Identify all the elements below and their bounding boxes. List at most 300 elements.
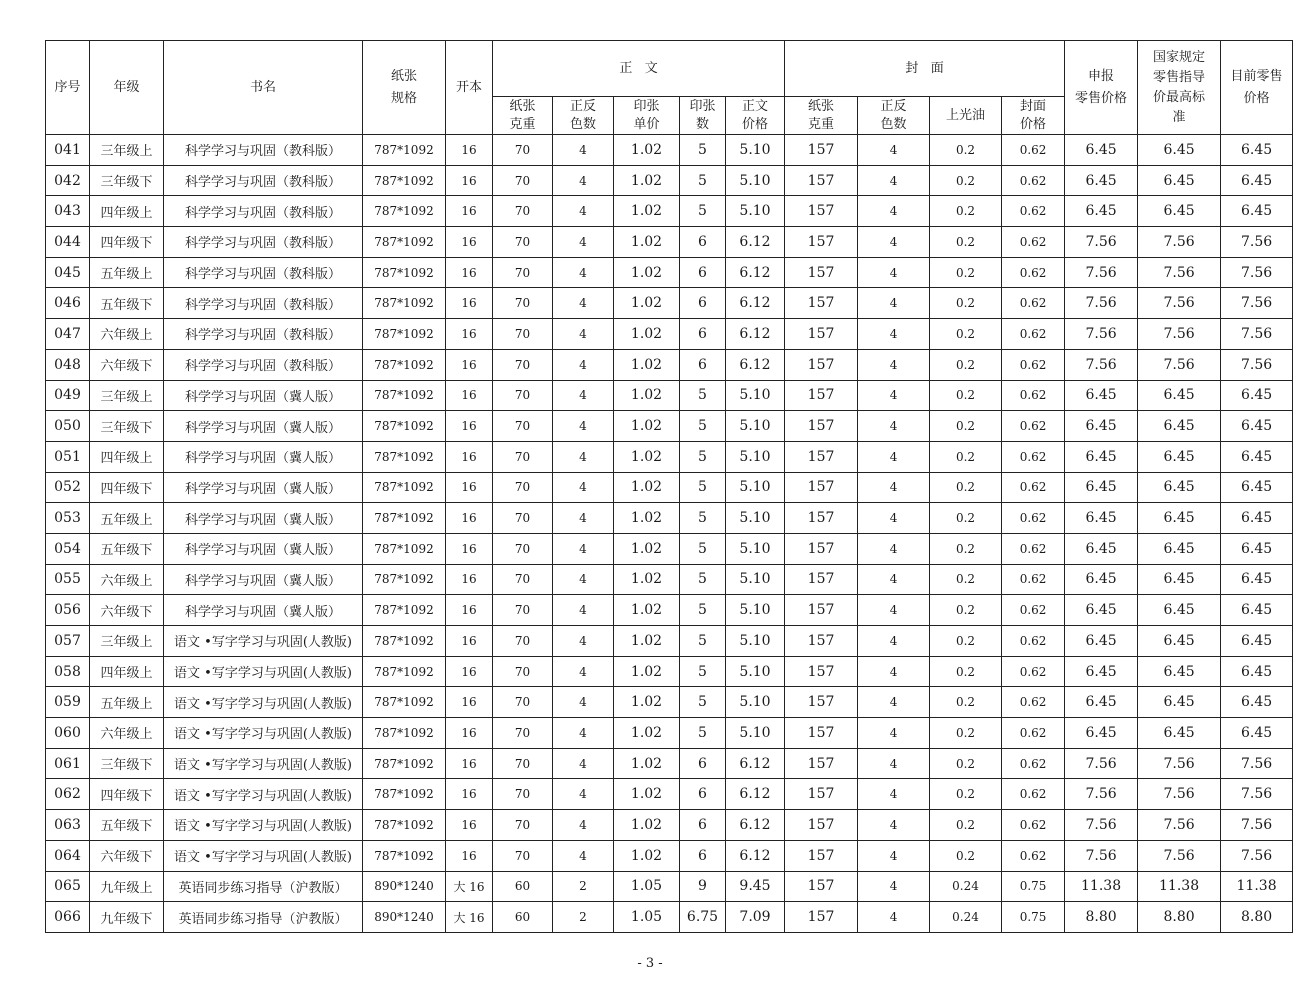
cell-book-title: 科学学习与巩固（教科版） <box>164 165 363 196</box>
cell-cover-paper-weight: 157 <box>785 503 858 534</box>
cell-grade: 六年级上 <box>90 718 164 749</box>
cell-national-max-price: 7.56 <box>1138 840 1221 871</box>
cell-declared-price: 6.45 <box>1065 718 1138 749</box>
cell-current-price: 6.45 <box>1221 472 1293 503</box>
cell-cover-colors: 4 <box>858 810 930 841</box>
cell-cover-price: 0.75 <box>1002 871 1065 902</box>
cell-cover-paper-weight: 157 <box>785 441 858 472</box>
cell-body-price: 6.12 <box>726 288 785 319</box>
cell-body-price: 6.12 <box>726 349 785 380</box>
cell-body-sheets: 5 <box>680 718 726 749</box>
cell-body-colors: 4 <box>553 564 614 595</box>
cell-declared-price: 6.45 <box>1065 503 1138 534</box>
cell-body-sheets: 6 <box>680 840 726 871</box>
cell-seq: 057 <box>46 626 90 657</box>
cell-paper-spec: 787*1092 <box>363 533 446 564</box>
cell-paper-spec: 787*1092 <box>363 472 446 503</box>
cell-cover-price: 0.62 <box>1002 349 1065 380</box>
cell-cover-price: 0.75 <box>1002 902 1065 933</box>
cell-seq: 050 <box>46 411 90 442</box>
cell-body-sheet-price: 1.02 <box>614 564 680 595</box>
cell-body-sheet-price: 1.02 <box>614 840 680 871</box>
cell-grade: 五年级上 <box>90 503 164 534</box>
header-national-max: 国家规定 零售指导 价最高标 准 <box>1138 41 1221 135</box>
cell-cover-price: 0.62 <box>1002 319 1065 350</box>
cell-declared-price: 7.56 <box>1065 349 1138 380</box>
cell-body-sheet-price: 1.02 <box>614 472 680 503</box>
cell-seq: 060 <box>46 718 90 749</box>
cell-grade: 三年级下 <box>90 748 164 779</box>
cell-national-max-price: 7.56 <box>1138 810 1221 841</box>
cell-book-title: 科学学习与巩固（冀人版） <box>164 533 363 564</box>
cell-cover-colors: 4 <box>858 533 930 564</box>
cell-format: 16 <box>446 718 493 749</box>
cell-body-sheets: 5 <box>680 196 726 227</box>
cell-body-paper-weight: 70 <box>493 656 553 687</box>
cell-paper-spec: 787*1092 <box>363 656 446 687</box>
cell-paper-spec: 787*1092 <box>363 380 446 411</box>
cell-body-sheets: 5 <box>680 472 726 503</box>
cell-format: 16 <box>446 533 493 564</box>
cell-body-sheet-price: 1.02 <box>614 135 680 166</box>
cell-paper-spec: 787*1092 <box>363 165 446 196</box>
cell-body-sheets: 5 <box>680 656 726 687</box>
table-row <box>46 472 1293 503</box>
cell-body-sheet-price: 1.02 <box>614 319 680 350</box>
cell-seq: 056 <box>46 595 90 626</box>
cell-body-paper-weight: 70 <box>493 810 553 841</box>
cell-body-sheets: 5 <box>680 411 726 442</box>
cell-grade: 五年级上 <box>90 687 164 718</box>
cell-body-sheets: 6 <box>680 257 726 288</box>
cell-national-max-price: 6.45 <box>1138 165 1221 196</box>
cell-national-max-price: 8.80 <box>1138 902 1221 933</box>
cell-body-colors: 4 <box>553 810 614 841</box>
cell-cover-price: 0.62 <box>1002 533 1065 564</box>
cell-body-sheet-price: 1.02 <box>614 411 680 442</box>
cell-grade: 五年级下 <box>90 533 164 564</box>
cell-body-sheet-price: 1.02 <box>614 196 680 227</box>
cell-book-title: 语文 •写字学习与巩固(人教版) <box>164 779 363 810</box>
cell-cover-colors: 4 <box>858 626 930 657</box>
cell-cover-gloss: 0.2 <box>930 564 1002 595</box>
cell-cover-price: 0.62 <box>1002 748 1065 779</box>
table-row <box>46 288 1293 319</box>
cell-paper-spec: 787*1092 <box>363 810 446 841</box>
cell-cover-price: 0.62 <box>1002 626 1065 657</box>
cell-format: 16 <box>446 380 493 411</box>
cell-paper-spec: 787*1092 <box>363 319 446 350</box>
cell-body-paper-weight: 70 <box>493 748 553 779</box>
cell-cover-gloss: 0.2 <box>930 411 1002 442</box>
cell-book-title: 语文 •写字学习与巩固(人教版) <box>164 626 363 657</box>
cell-cover-gloss: 0.2 <box>930 472 1002 503</box>
header-cover-price: 封面 价格 <box>1002 97 1065 135</box>
cell-paper-spec: 787*1092 <box>363 135 446 166</box>
cell-current-price: 7.56 <box>1221 319 1293 350</box>
cell-current-price: 6.45 <box>1221 595 1293 626</box>
cell-cover-gloss: 0.2 <box>930 165 1002 196</box>
cell-format: 16 <box>446 810 493 841</box>
header-cover-colors: 正反 色数 <box>858 97 930 135</box>
cell-body-sheet-price: 1.02 <box>614 533 680 564</box>
table-row <box>46 595 1293 626</box>
table-body <box>46 135 1293 933</box>
cell-cover-price: 0.62 <box>1002 779 1065 810</box>
cell-body-paper-weight: 70 <box>493 135 553 166</box>
cell-body-colors: 4 <box>553 472 614 503</box>
cell-seq: 044 <box>46 227 90 258</box>
cell-grade: 四年级下 <box>90 472 164 503</box>
cell-cover-colors: 4 <box>858 472 930 503</box>
cell-cover-colors: 4 <box>858 656 930 687</box>
cell-national-max-price: 7.56 <box>1138 257 1221 288</box>
cell-grade: 四年级上 <box>90 441 164 472</box>
cell-paper-spec: 787*1092 <box>363 227 446 258</box>
cell-declared-price: 7.56 <box>1065 840 1138 871</box>
cell-seq: 063 <box>46 810 90 841</box>
header-cover-paper-weight: 纸张 克重 <box>785 97 858 135</box>
cell-paper-spec: 787*1092 <box>363 349 446 380</box>
table-row <box>46 564 1293 595</box>
cell-body-sheet-price: 1.02 <box>614 748 680 779</box>
cell-cover-paper-weight: 157 <box>785 595 858 626</box>
cell-paper-spec: 787*1092 <box>363 779 446 810</box>
cell-body-sheets: 5 <box>680 135 726 166</box>
cell-cover-gloss: 0.2 <box>930 503 1002 534</box>
cell-format: 16 <box>446 656 493 687</box>
cell-cover-paper-weight: 157 <box>785 472 858 503</box>
table-row <box>46 319 1293 350</box>
cell-seq: 048 <box>46 349 90 380</box>
cell-body-price: 6.12 <box>726 227 785 258</box>
cell-format: 16 <box>446 441 493 472</box>
table-row <box>46 687 1293 718</box>
cell-body-sheets: 5 <box>680 380 726 411</box>
cell-body-colors: 4 <box>553 380 614 411</box>
cell-cover-price: 0.62 <box>1002 840 1065 871</box>
cell-body-paper-weight: 70 <box>493 533 553 564</box>
cell-cover-colors: 4 <box>858 718 930 749</box>
cell-cover-gloss: 0.2 <box>930 718 1002 749</box>
cell-cover-paper-weight: 157 <box>785 349 858 380</box>
cell-format: 16 <box>446 288 493 319</box>
header-format: 开本 <box>446 41 493 135</box>
cell-format: 16 <box>446 257 493 288</box>
cell-declared-price: 6.45 <box>1065 533 1138 564</box>
cell-grade: 三年级上 <box>90 135 164 166</box>
cell-body-paper-weight: 70 <box>493 840 553 871</box>
cell-body-paper-weight: 70 <box>493 503 553 534</box>
cell-cover-gloss: 0.2 <box>930 319 1002 350</box>
cell-body-sheets: 5 <box>680 595 726 626</box>
cell-body-paper-weight: 70 <box>493 380 553 411</box>
cell-paper-spec: 787*1092 <box>363 503 446 534</box>
table-row <box>46 902 1293 933</box>
table-row <box>46 165 1293 196</box>
table-row <box>46 196 1293 227</box>
cell-body-sheet-price: 1.02 <box>614 503 680 534</box>
cell-body-sheet-price: 1.02 <box>614 626 680 657</box>
cell-body-price: 5.10 <box>726 687 785 718</box>
cell-declared-price: 7.56 <box>1065 748 1138 779</box>
cell-cover-colors: 4 <box>858 564 930 595</box>
cell-declared-price: 6.45 <box>1065 441 1138 472</box>
cell-declared-price: 6.45 <box>1065 411 1138 442</box>
cell-cover-colors: 4 <box>858 135 930 166</box>
cell-grade: 六年级下 <box>90 840 164 871</box>
cell-seq: 052 <box>46 472 90 503</box>
table-row <box>46 871 1293 902</box>
cell-body-price: 9.45 <box>726 871 785 902</box>
cell-body-colors: 4 <box>553 288 614 319</box>
cell-book-title: 科学学习与巩固（教科版） <box>164 349 363 380</box>
cell-declared-price: 6.45 <box>1065 564 1138 595</box>
cell-cover-colors: 4 <box>858 227 930 258</box>
cell-book-title: 英语同步练习指导（沪教版） <box>164 871 363 902</box>
cell-cover-colors: 4 <box>858 196 930 227</box>
cell-cover-colors: 4 <box>858 595 930 626</box>
cell-book-title: 语文 •写字学习与巩固(人教版) <box>164 718 363 749</box>
cell-cover-paper-weight: 157 <box>785 257 858 288</box>
cell-national-max-price: 7.56 <box>1138 288 1221 319</box>
page-number: - 3 - <box>637 956 663 971</box>
cell-body-sheet-price: 1.02 <box>614 227 680 258</box>
table-row <box>46 533 1293 564</box>
cell-body-sheet-price: 1.02 <box>614 718 680 749</box>
cell-format: 16 <box>446 472 493 503</box>
cell-current-price: 6.45 <box>1221 626 1293 657</box>
cell-body-colors: 4 <box>553 840 614 871</box>
cell-grade: 三年级下 <box>90 165 164 196</box>
cell-body-paper-weight: 70 <box>493 411 553 442</box>
cell-cover-gloss: 0.2 <box>930 288 1002 319</box>
cell-body-sheet-price: 1.02 <box>614 810 680 841</box>
cell-cover-paper-weight: 157 <box>785 871 858 902</box>
cell-cover-gloss: 0.2 <box>930 257 1002 288</box>
cell-national-max-price: 11.38 <box>1138 871 1221 902</box>
cell-body-colors: 4 <box>553 656 614 687</box>
cell-book-title: 科学学习与巩固（教科版） <box>164 257 363 288</box>
cell-declared-price: 6.45 <box>1065 135 1138 166</box>
cell-cover-paper-weight: 157 <box>785 165 858 196</box>
cell-declared-price: 6.45 <box>1065 165 1138 196</box>
cell-book-title: 语文 •写字学习与巩固(人教版) <box>164 687 363 718</box>
cell-body-price: 5.10 <box>726 165 785 196</box>
header-declared-price: 申报 零售价格 <box>1065 41 1138 135</box>
cell-cover-paper-weight: 157 <box>785 533 858 564</box>
cell-declared-price: 7.56 <box>1065 810 1138 841</box>
cell-book-title: 语文 •写字学习与巩固(人教版) <box>164 656 363 687</box>
cell-cover-colors: 4 <box>858 257 930 288</box>
cell-paper-spec: 890*1240 <box>363 871 446 902</box>
cell-seq: 046 <box>46 288 90 319</box>
cell-grade: 六年级下 <box>90 349 164 380</box>
cell-grade: 三年级上 <box>90 380 164 411</box>
cell-seq: 061 <box>46 748 90 779</box>
cell-cover-colors: 4 <box>858 380 930 411</box>
cell-current-price: 6.45 <box>1221 656 1293 687</box>
header-body-sheet-price: 印张 单价 <box>614 97 680 135</box>
cell-body-price: 5.10 <box>726 135 785 166</box>
cell-book-title: 语文 •写字学习与巩固(人教版) <box>164 840 363 871</box>
cell-current-price: 6.45 <box>1221 380 1293 411</box>
cell-body-sheet-price: 1.05 <box>614 871 680 902</box>
header-grade: 年级 <box>90 41 164 135</box>
table-row <box>46 718 1293 749</box>
cell-cover-price: 0.62 <box>1002 441 1065 472</box>
header-body-group: 正 文 <box>493 41 785 97</box>
cell-body-colors: 4 <box>553 748 614 779</box>
cell-national-max-price: 6.45 <box>1138 380 1221 411</box>
table-row <box>46 779 1293 810</box>
cell-format: 16 <box>446 595 493 626</box>
cell-national-max-price: 6.45 <box>1138 718 1221 749</box>
cell-current-price: 8.80 <box>1221 902 1293 933</box>
cell-cover-gloss: 0.2 <box>930 687 1002 718</box>
cell-cover-colors: 4 <box>858 165 930 196</box>
cell-body-colors: 2 <box>553 902 614 933</box>
cell-format: 16 <box>446 840 493 871</box>
cell-body-sheet-price: 1.02 <box>614 779 680 810</box>
cell-cover-price: 0.62 <box>1002 257 1065 288</box>
cell-body-paper-weight: 70 <box>493 595 553 626</box>
table-row <box>46 748 1293 779</box>
cell-cover-paper-weight: 157 <box>785 656 858 687</box>
cell-grade: 五年级下 <box>90 288 164 319</box>
cell-seq: 051 <box>46 441 90 472</box>
cell-seq: 043 <box>46 196 90 227</box>
cell-body-price: 6.12 <box>726 840 785 871</box>
cell-body-colors: 4 <box>553 718 614 749</box>
cell-national-max-price: 6.45 <box>1138 656 1221 687</box>
cell-cover-colors: 4 <box>858 748 930 779</box>
cell-seq: 049 <box>46 380 90 411</box>
cell-cover-price: 0.62 <box>1002 656 1065 687</box>
cell-grade: 三年级下 <box>90 411 164 442</box>
cell-cover-paper-weight: 157 <box>785 626 858 657</box>
cell-current-price: 6.45 <box>1221 533 1293 564</box>
cell-format: 16 <box>446 564 493 595</box>
cell-body-paper-weight: 70 <box>493 441 553 472</box>
cell-body-colors: 4 <box>553 196 614 227</box>
cell-body-paper-weight: 70 <box>493 564 553 595</box>
cell-declared-price: 6.45 <box>1065 595 1138 626</box>
cell-book-title: 科学学习与巩固（教科版） <box>164 135 363 166</box>
cell-national-max-price: 7.56 <box>1138 227 1221 258</box>
cell-body-sheets: 6 <box>680 748 726 779</box>
cell-cover-paper-weight: 157 <box>785 810 858 841</box>
cell-cover-gloss: 0.2 <box>930 135 1002 166</box>
cell-body-colors: 4 <box>553 165 614 196</box>
cell-grade: 九年级下 <box>90 902 164 933</box>
cell-national-max-price: 6.45 <box>1138 441 1221 472</box>
cell-cover-paper-weight: 157 <box>785 135 858 166</box>
header-body-sheets: 印张 数 <box>680 97 726 135</box>
cell-body-colors: 4 <box>553 227 614 258</box>
cell-body-colors: 2 <box>553 871 614 902</box>
cell-body-sheet-price: 1.02 <box>614 288 680 319</box>
cell-national-max-price: 6.45 <box>1138 564 1221 595</box>
cell-body-paper-weight: 70 <box>493 626 553 657</box>
cell-book-title: 科学学习与巩固（教科版） <box>164 227 363 258</box>
cell-body-sheets: 5 <box>680 533 726 564</box>
cell-declared-price: 6.45 <box>1065 626 1138 657</box>
cell-current-price: 7.56 <box>1221 840 1293 871</box>
cell-declared-price: 8.80 <box>1065 902 1138 933</box>
cell-format: 16 <box>446 748 493 779</box>
cell-seq: 059 <box>46 687 90 718</box>
header-body-colors: 正反 色数 <box>553 97 614 135</box>
cell-declared-price: 11.38 <box>1065 871 1138 902</box>
cell-current-price: 7.56 <box>1221 257 1293 288</box>
table-row <box>46 411 1293 442</box>
cell-paper-spec: 787*1092 <box>363 288 446 319</box>
cell-book-title: 科学学习与巩固（冀人版） <box>164 441 363 472</box>
cell-body-sheets: 5 <box>680 626 726 657</box>
cell-cover-paper-weight: 157 <box>785 196 858 227</box>
cell-seq: 041 <box>46 135 90 166</box>
cell-body-price: 5.10 <box>726 564 785 595</box>
cell-grade: 四年级下 <box>90 227 164 258</box>
cell-body-colors: 4 <box>553 779 614 810</box>
cell-body-paper-weight: 70 <box>493 472 553 503</box>
table-row <box>46 380 1293 411</box>
cell-cover-gloss: 0.2 <box>930 626 1002 657</box>
cell-body-sheet-price: 1.02 <box>614 380 680 411</box>
cell-body-price: 5.10 <box>726 196 785 227</box>
cell-body-colors: 4 <box>553 349 614 380</box>
cell-format: 大 16 <box>446 902 493 933</box>
cell-national-max-price: 6.45 <box>1138 411 1221 442</box>
cell-cover-price: 0.62 <box>1002 564 1065 595</box>
cell-body-sheets: 5 <box>680 687 726 718</box>
cell-current-price: 7.56 <box>1221 227 1293 258</box>
cell-declared-price: 7.56 <box>1065 227 1138 258</box>
cell-cover-gloss: 0.24 <box>930 902 1002 933</box>
cell-body-sheets: 6 <box>680 319 726 350</box>
cell-seq: 055 <box>46 564 90 595</box>
header-current-price: 目前零售 价格 <box>1221 41 1293 135</box>
cell-national-max-price: 6.45 <box>1138 687 1221 718</box>
cell-cover-price: 0.62 <box>1002 411 1065 442</box>
cell-cover-price: 0.62 <box>1002 380 1065 411</box>
cell-format: 16 <box>446 165 493 196</box>
cell-declared-price: 7.56 <box>1065 288 1138 319</box>
cell-body-sheet-price: 1.05 <box>614 902 680 933</box>
cell-format: 16 <box>446 319 493 350</box>
cell-paper-spec: 787*1092 <box>363 411 446 442</box>
cell-seq: 065 <box>46 871 90 902</box>
cell-format: 16 <box>446 411 493 442</box>
cell-seq: 053 <box>46 503 90 534</box>
cell-body-colors: 4 <box>553 533 614 564</box>
cell-cover-colors: 4 <box>858 349 930 380</box>
cell-body-colors: 4 <box>553 595 614 626</box>
cell-body-price: 6.12 <box>726 319 785 350</box>
cell-cover-colors: 4 <box>858 687 930 718</box>
cell-body-sheet-price: 1.02 <box>614 257 680 288</box>
cell-cover-paper-weight: 157 <box>785 380 858 411</box>
cell-body-paper-weight: 70 <box>493 779 553 810</box>
cell-cover-price: 0.62 <box>1002 718 1065 749</box>
cell-declared-price: 7.56 <box>1065 319 1138 350</box>
cell-seq: 066 <box>46 902 90 933</box>
cell-current-price: 6.45 <box>1221 165 1293 196</box>
cell-grade: 四年级下 <box>90 779 164 810</box>
header-body-price: 正文 价格 <box>726 97 785 135</box>
cell-cover-price: 0.62 <box>1002 288 1065 319</box>
